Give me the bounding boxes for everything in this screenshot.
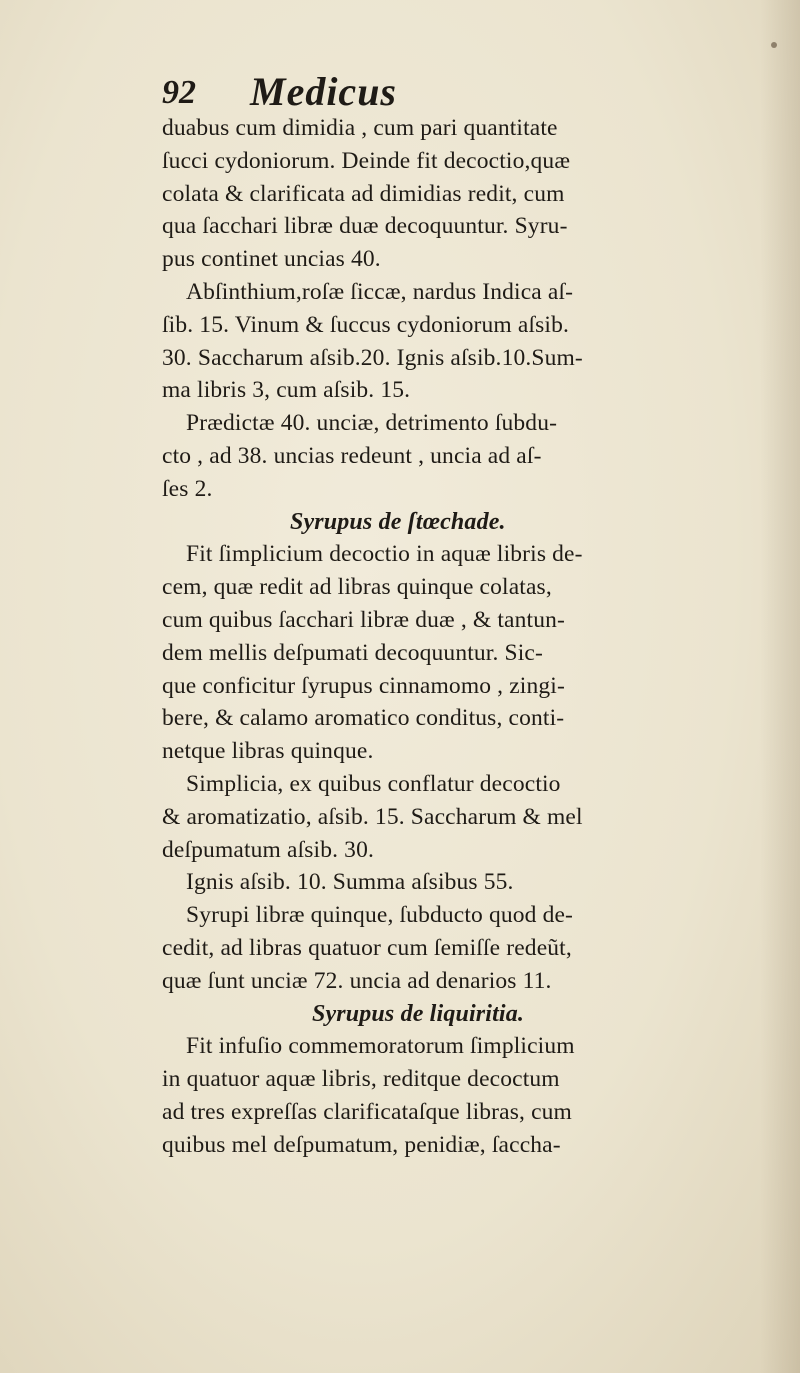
running-head: Medicus: [250, 69, 397, 114]
text-line: duabus cum dimidia , cum pari quantitate: [162, 115, 558, 141]
text-line: ad tres expreſſas clarificataſque libras, cum: [162, 1098, 572, 1125]
section-heading: Syrupus de ſtœchade.: [290, 508, 506, 535]
text-line: Fit ſimplicium decoctio in aquæ libris de-: [186, 541, 583, 568]
text-line: Simplicia, ex quibus conflatur decoctio: [186, 770, 561, 797]
text-line: pus continet uncias 40.: [162, 246, 381, 273]
page-header: [162, 68, 622, 114]
text-line: Prædictæ 40. unciæ, detrimento ſubdu-: [186, 410, 558, 437]
text-line: 30. Saccharum aſsib.20. Ignis aſsib.10.Sum-: [162, 344, 583, 371]
text-line: que conficitur ſyrupus cinnamomo , zingi-: [162, 672, 565, 699]
text-line: in quatuor aquæ libris, reditque decoctum: [162, 1066, 560, 1093]
text-line: bere, & calamo aromatico conditus, conti-: [162, 705, 565, 732]
body-text: [162, 112, 792, 1162]
text-line: ma libris 3, cum aſsib. 15.: [162, 377, 411, 404]
text-line: deſpumatum aſsib. 30.: [162, 836, 375, 863]
text-line: colata & clarificata ad dimidias redit, cum: [162, 180, 565, 207]
text-line: Fit infuſio commemoratorum ſimplicium: [186, 1033, 575, 1060]
text-line: quæ ſunt unciæ 72. uncia ad denarios 11.: [162, 967, 552, 994]
text-line: Syrupi libræ quinque, ſubducto quod de-: [186, 902, 574, 929]
section-heading: Syrupus de liquiritia.: [312, 1000, 525, 1027]
text-line: cto , ad 38. uncias redeunt , uncia ad aſ-: [162, 442, 542, 469]
text-line: quibus mel deſpumatum, penidiæ, ſaccha-: [162, 1131, 561, 1158]
text-line: cedit, ad libras quatuor cum ſemiſſe redeũt,: [162, 934, 572, 961]
text-line: cem, quæ redit ad libras quinque colatas,: [162, 574, 552, 601]
page-number: 92: [162, 74, 196, 111]
text-line: cum quibus ſacchari libræ duæ , & tantun-: [162, 606, 565, 633]
text-line: ſucci cydoniorum. Deinde fit decoctio,quæ: [162, 147, 571, 174]
text-line: & aromatizatio, aſsib. 15. Saccharum & mel: [162, 803, 583, 830]
text-line: netque libras quinque.: [162, 738, 374, 765]
text-line: ſib. 15. Vinum & ſuccus cydoniorum aſsib.: [162, 311, 570, 338]
ink-speck: [771, 42, 777, 48]
text-line: dem mellis deſpumati decoquuntur. Sic-: [162, 639, 543, 666]
text-line: ſes 2.: [162, 475, 213, 502]
text-line: Abſinthium,roſæ ſiccæ, nardus Indica aſ-: [186, 278, 574, 305]
text-line: Ignis aſsib. 10. Summa aſsibus 55.: [186, 869, 514, 896]
text-line: qua ſacchari libræ duæ decoquuntur. Syru-: [162, 213, 568, 240]
